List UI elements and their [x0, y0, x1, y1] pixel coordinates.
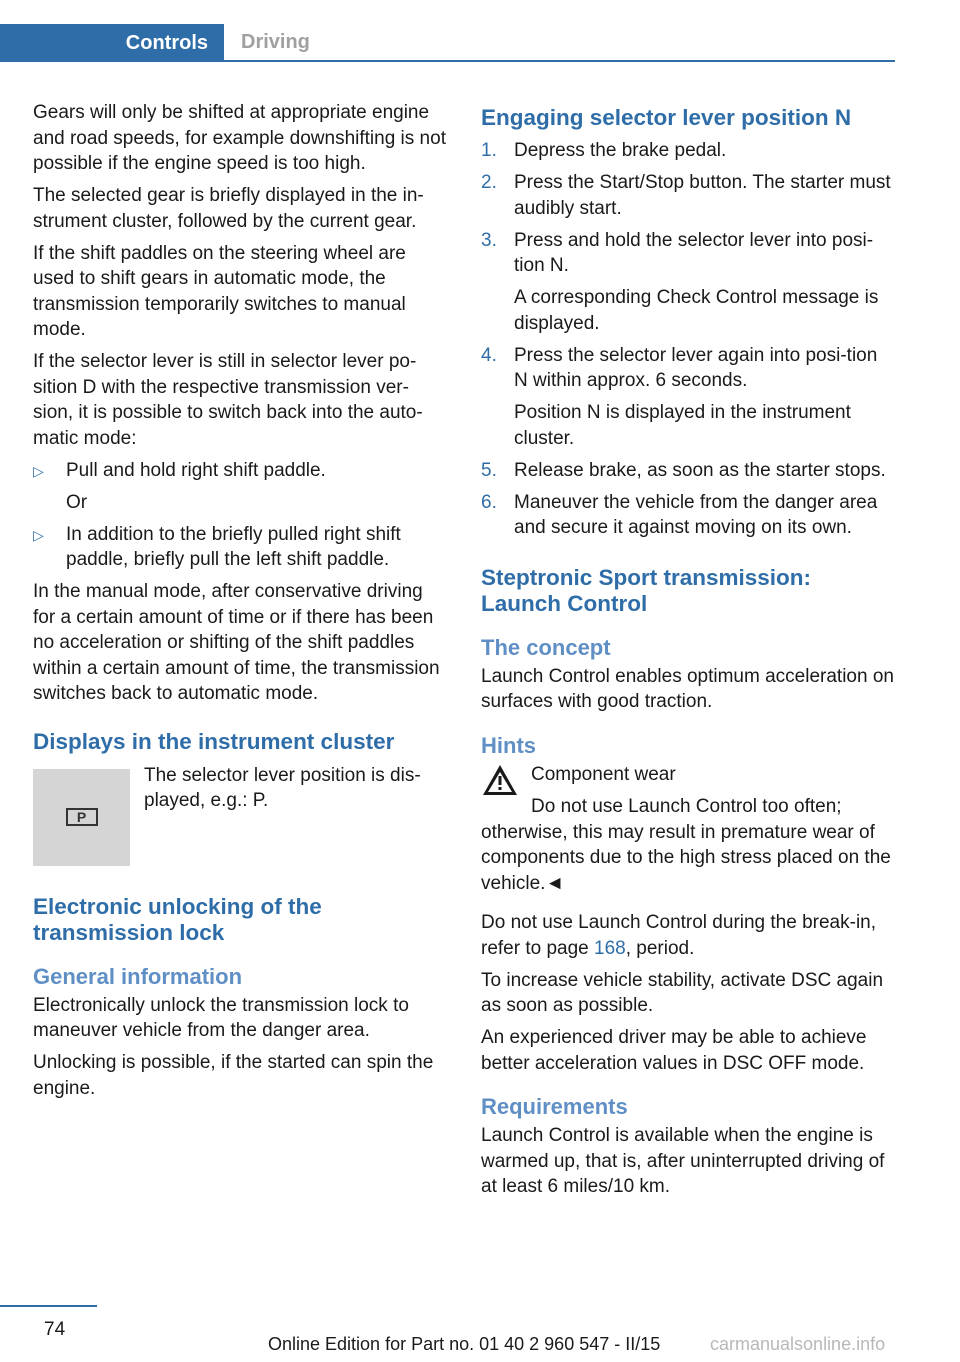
- paragraph-shift-paddles: If the shift paddles on the steering wheel are used to shift gears in automatic mode, the transmission temporarily switches to manual mode.: [33, 242, 406, 340]
- right-column: [481, 100, 896, 1206]
- paragraph-dsc: To increase vehicle stability, activate DSC again as soon as possible.: [481, 969, 884, 1016]
- paragraph-requirements: Launch Control is available when the engine is warmed up, that is, after uninterrupted driving of at least 6 miles/10 km.: [481, 1125, 885, 1197]
- warning-body: Do not use Launch Control too often; otherwise, this may result in premature wear of components due to the high stress placed on the vehicle.◄: [481, 796, 891, 894]
- edition-text: Online Edition for Part no. 01 40 2 960 547 - II/15: [268, 1334, 661, 1354]
- heading-engaging-n: Engaging selector lever position N: [481, 105, 852, 130]
- gear-p-icon: P: [66, 808, 98, 826]
- step-item: [481, 458, 896, 484]
- list-item-subtext: Or: [66, 491, 88, 513]
- list-item: [33, 458, 448, 516]
- heading-concept: The concept: [481, 634, 611, 660]
- display-description: The selector lever position is dis-played, e.g.: P.: [144, 764, 421, 811]
- paragraph-break-in: [481, 910, 896, 961]
- step-number: 4.: [481, 344, 497, 366]
- step-text: Maneuver the vehicle from the danger area and secure it against moving on its own.: [514, 491, 878, 538]
- page-number: 74: [44, 1319, 66, 1340]
- header-divider: [0, 60, 895, 62]
- heading-electronic-unlocking: Electronic unlocking of the transmission lock: [33, 893, 322, 945]
- step-number: 6.: [481, 491, 497, 513]
- paragraph-experienced-driver: An experienced driver may be able to achieve better acceleration values in DSC OFF mode.: [481, 1027, 867, 1074]
- step-note: A corresponding Check Control message is displayed.: [514, 287, 879, 334]
- step-text: Press the selector lever again into posi-tion N within approx. 6 seconds.: [514, 344, 878, 391]
- paragraph-selected-gear: The selected gear is briefly displayed in the in-strument cluster, followed by the current gear.: [33, 185, 424, 232]
- step-item: [481, 138, 896, 164]
- warning-block: [481, 762, 896, 897]
- step-item: [481, 490, 896, 541]
- engaging-steps-list: [481, 138, 896, 541]
- step-text: Release brake, as soon as the starter stops.: [514, 459, 886, 481]
- heading-requirements: Requirements: [481, 1094, 628, 1119]
- selector-position-display-icon: [33, 769, 130, 866]
- list-item: [33, 522, 448, 573]
- bullet-triangle-icon: ▷: [33, 462, 44, 479]
- break-in-text: Do not use Launch Control during the break-in, refer to page: [481, 912, 877, 959]
- step-number: 3.: [481, 229, 497, 251]
- warning-title: Component wear: [531, 763, 676, 785]
- paragraph-unlock-transmission: Electronically unlock the transmission lock to maneuver vehicle from the danger area.: [33, 994, 409, 1041]
- break-in-text-end: , period.: [625, 937, 695, 959]
- paddle-bullet-list: [33, 458, 448, 573]
- step-number: 5.: [481, 459, 497, 481]
- paragraph-manual-mode: In the manual mode, after conservative driving for a certain amount of time or if there has been no acceleration or shifting of the shift paddles within a certain amount of time, the transmission switches back to automatic mode.: [33, 581, 440, 704]
- step-item: [481, 228, 896, 337]
- tab-controls[interactable]: Controls: [0, 24, 224, 62]
- list-item-text: Pull and hold right shift paddle.: [66, 459, 326, 481]
- step-item: [481, 170, 896, 221]
- step-item: [481, 343, 896, 452]
- paragraph-gear-shift: Gears will only be shifted at appropriate engine and road speeds, for example downshifting is not possible if the engine speed is too high.: [33, 102, 446, 174]
- paragraph-unlocking-possible: Unlocking is possible, if the started can spin the engine.: [33, 1052, 434, 1099]
- step-number: 2.: [481, 172, 497, 193]
- step-text: Press and hold the selector lever into posi-tion N.: [514, 229, 874, 276]
- left-column: [33, 100, 448, 1108]
- paragraph-concept: Launch Control enables optimum acceleration on surfaces with good traction.: [481, 665, 894, 712]
- tab-driving[interactable]: Driving: [241, 30, 310, 53]
- display-example: [33, 764, 448, 866]
- step-note: Position N is displayed in the instrument cluster.: [514, 402, 851, 449]
- bullet-triangle-icon: ▷: [33, 526, 44, 543]
- step-text: Press the Start/Stop button. The starter must audibly start.: [514, 172, 891, 219]
- heading-steptronic-launch-control: Steptronic Sport transmission: Launch Control: [481, 564, 812, 616]
- warning-triangle-icon: [481, 762, 519, 798]
- footer-divider: [0, 1305, 97, 1307]
- list-item-text: In addition to the briefly pulled right shift paddle, briefly pull the left shift paddle.: [66, 523, 401, 570]
- page-reference-link[interactable]: 168: [594, 937, 626, 959]
- page-header: [0, 0, 895, 62]
- heading-displays: Displays in the instrument cluster: [33, 728, 395, 754]
- watermark: carmanualsonline.info: [710, 1334, 886, 1354]
- step-text: Depress the brake pedal.: [514, 140, 727, 161]
- heading-general-information: General information: [33, 963, 243, 989]
- paragraph-selector-lever: If the selector lever is still in selector lever po-sition D with the respective transmission ver-sion, it is possible to switch back into the auto-matic mode:: [33, 351, 423, 449]
- step-number: 1.: [481, 140, 497, 161]
- heading-hints: Hints: [481, 732, 536, 758]
